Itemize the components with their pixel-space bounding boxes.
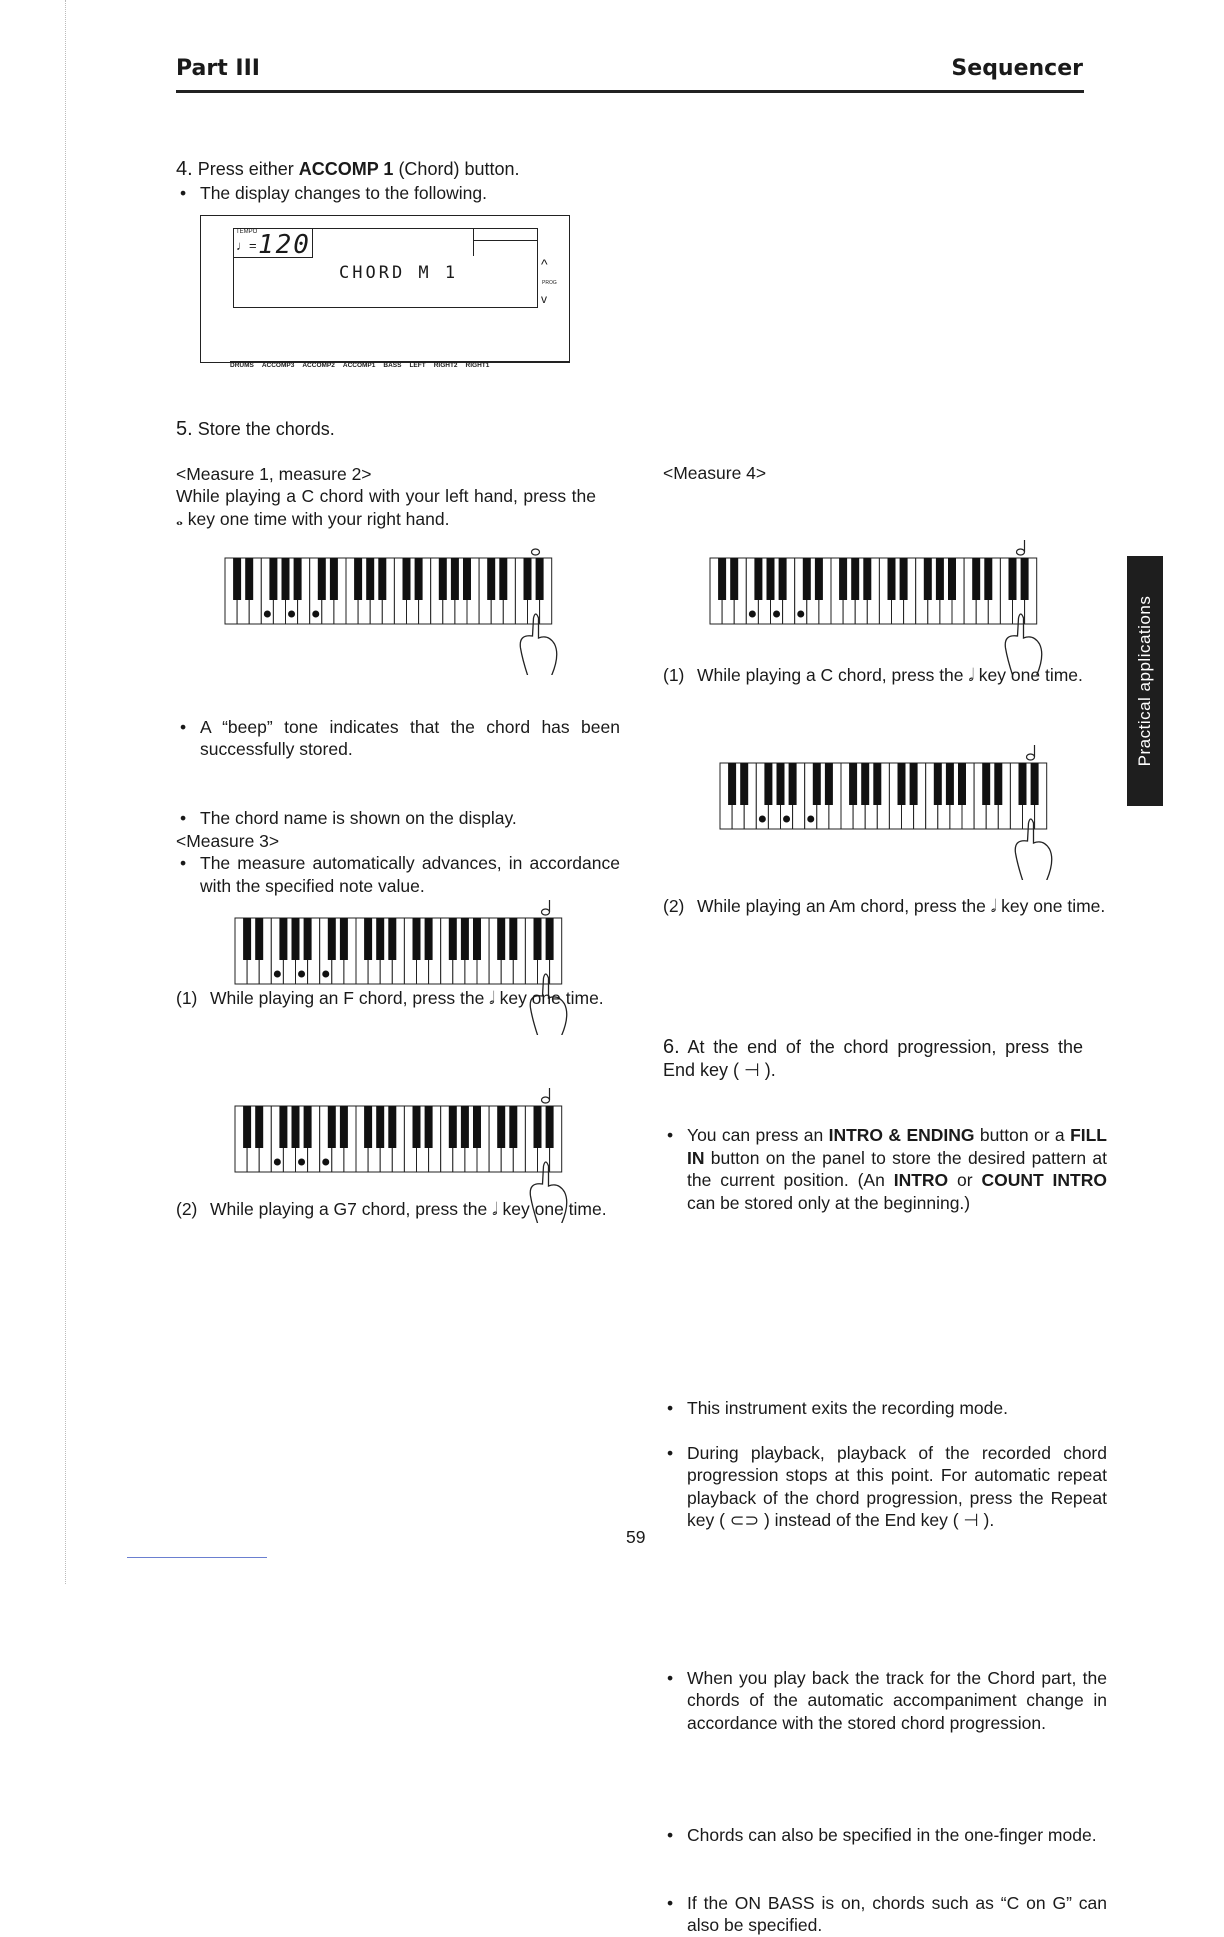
black-key [546,918,554,960]
black-key [413,1106,421,1148]
black-key [900,558,908,600]
black-key [269,558,277,600]
black-key [982,763,990,805]
black-key [777,763,785,805]
track-labels [230,361,570,372]
measure-4-item-2 [663,895,1117,918]
margin-line [65,0,66,1584]
black-key [873,763,881,805]
keyboard-illustration-4a [700,540,1045,675]
chord-dot [749,611,756,618]
chord-dot [783,816,790,823]
step-4 [176,158,596,181]
black-key [497,918,505,960]
measure-4-item-1 [663,664,1117,687]
bullet-dot: • [667,1398,674,1418]
black-key [473,918,481,960]
black-key [328,1106,336,1148]
black-key [294,558,302,600]
black-key [364,1106,372,1148]
item-number: (1) [176,988,198,1008]
track-label: RIGHT2 [433,362,458,369]
chord-dot [274,971,281,978]
bullet-dot: • [180,853,187,873]
step-text: At the end of the chord progression, press the End key ( ⊣ ). [663,1037,1083,1080]
bullet-text: button or a [974,1125,1071,1145]
black-key [934,763,942,805]
black-key [449,918,457,960]
bullet-dot: • [180,183,187,203]
measure-divider [474,240,537,241]
tempo-prefix: ♩= [236,238,257,253]
black-key [813,763,821,805]
tempo-value: 120 [258,230,311,260]
chord-dot [312,611,319,618]
black-key [718,558,726,600]
black-key [972,558,980,600]
black-key [740,763,748,805]
black-key [449,1106,457,1148]
footer-rule [127,1557,267,1558]
note-icon [1017,549,1025,555]
black-key [1021,558,1029,600]
measure-3-heading: <Measure 3> [176,831,280,851]
lcd-line: CHORD M 1 [339,263,459,283]
black-key [378,558,386,600]
bullet-text: The chord name is shown on the display. [200,807,517,828]
track-label: ACCOMP3 [261,362,295,369]
measure-3-item-2 [176,1198,630,1221]
black-key [279,1106,287,1148]
bullet-dot: • [667,1892,674,1913]
chord-dot [298,1159,305,1166]
black-key [364,918,372,960]
accomp1-label: ACCOMP 1 [298,159,394,179]
bullet-dot: • [667,1667,674,1688]
black-key [388,1106,396,1148]
note-item [663,1824,1107,1847]
up-arrow-icon: ^ [541,256,548,272]
note-text: Chords can also be specified in the one-finger mode. [687,1825,1097,1845]
black-key [292,918,300,960]
black-key [243,918,251,960]
chord-dot [797,611,804,618]
black-key [255,1106,263,1148]
black-key [1019,763,1027,805]
black-key [497,1106,505,1148]
bullet-item [663,1442,1107,1532]
bullet-dot: • [667,1825,674,1845]
track-label: BASS [383,362,402,369]
black-key [815,558,823,600]
count-intro-label: COUNT INTRO [981,1170,1107,1190]
black-key [994,763,1002,805]
bullet-item [176,852,620,897]
bullet-text: A “beep” tone indicates that the chord has been successfully stored. [200,716,620,759]
black-key [245,558,253,600]
step-6 [663,1036,1083,1081]
intro-label: INTRO [893,1170,949,1190]
black-key [509,918,517,960]
step-text: Store the chords. [197,419,335,439]
item-text: While playing an Am chord, press the 𝅗𝅥 key one time. [697,895,1106,916]
step-text: (Chord) button. [393,159,520,179]
black-key [984,558,992,600]
black-key [328,918,336,960]
bullet-dot: • [667,1442,674,1463]
black-key [354,558,362,600]
black-key [461,918,469,960]
measure-box [473,228,537,256]
black-key [849,763,857,805]
black-key [898,763,906,805]
track-label: DRUMS [230,362,254,369]
measure-4-heading: <Measure 4> [663,463,767,483]
black-key [415,558,423,600]
chord-dot [298,971,305,978]
black-key [910,763,918,805]
black-key [340,918,348,960]
note-text: If the ON BASS is on, chords such as “C on G” can also be specified. [687,1892,1107,1935]
black-key [861,763,869,805]
bullet-text: button on the panel to store the desired pattern at the current position. (An [687,1147,1107,1190]
item-text: While playing an F chord, press the 𝅗𝅥 key one time. [210,988,604,1008]
section-title: Sequencer [951,56,1083,81]
chord-dot [288,611,295,618]
prog-label: PROG [542,280,557,286]
black-key [754,558,762,600]
track-label: ACCOMP1 [342,362,376,369]
bullet-text: The measure automatically advances, in accordance with the specified note value. [200,853,620,896]
black-key [376,918,384,960]
black-key [825,763,833,805]
chord-dot [322,1159,329,1166]
bullet-text: can be stored only at the beginning.) [687,1192,971,1213]
black-key [499,558,507,600]
black-key [958,763,966,805]
black-key [463,558,471,600]
chord-dot [264,611,271,618]
black-key [366,558,374,600]
note-text: When you play back the track for the Chord part, the chords of the automatic accompaniment change in accordance with the stored chord progression. [687,1667,1107,1733]
black-key [789,763,797,805]
black-key [1009,558,1017,600]
black-key [946,763,954,805]
down-arrow-icon: v [541,292,547,306]
keyboard-illustration-3a [225,900,570,1035]
step-text: Press either [197,159,299,179]
track-label: RIGHT1 [465,362,490,369]
black-key [282,558,290,600]
note-icon [532,549,540,555]
chord-dot [274,1159,281,1166]
chord-dot [759,816,766,823]
black-key [304,1106,312,1148]
bullet-dot: • [667,1125,674,1145]
black-key [851,558,859,600]
black-key [803,558,811,600]
black-key [473,1106,481,1148]
black-key [948,558,956,600]
black-key [767,558,775,600]
note-icon [542,1097,550,1103]
chord-dot [322,971,329,978]
bullet-item [176,807,620,830]
tempo-box [233,228,313,258]
black-key [451,558,459,600]
black-key [536,558,544,600]
keyboard-illustration-4b [710,745,1055,880]
black-key [730,558,738,600]
black-key [764,763,772,805]
black-key [936,558,944,600]
track-label: ACCOMP2 [302,362,335,369]
fill-in-label: FILL IN [687,1125,1107,1168]
step-5 [176,418,596,441]
black-key [924,558,932,600]
black-key [534,1106,542,1148]
black-key [425,1106,433,1148]
black-key [839,558,847,600]
step-number: 6. [663,1036,680,1058]
chord-dot [773,611,780,618]
black-key [376,1106,384,1148]
black-key [863,558,871,600]
black-key [534,918,542,960]
bullet-text: or [948,1170,982,1190]
black-key [292,1106,300,1148]
lcd-display [200,215,570,363]
black-key [461,1106,469,1148]
chord-dot [807,816,814,823]
black-key [403,558,411,600]
black-key [243,1106,251,1148]
black-key [233,558,241,600]
step-number: 4. [176,158,193,180]
measure-3-item-1 [176,987,630,1010]
bullet-text: The display changes to the following. [200,183,487,203]
black-key [439,558,447,600]
bullet-text: This instrument exits the recording mode. [687,1398,1008,1418]
black-key [340,1106,348,1148]
note-item [663,1892,1107,1937]
bullet-text: During playback, playback of the recorded chord progression stops at this point. For automatic repeat playback of the chord progression, press the Repeat key ( ⊂⊃ ) instead of the End key ( ⊣ ). [687,1442,1107,1530]
black-key [1031,763,1039,805]
intro-bullet [663,1124,1107,1214]
bullet-item [176,716,620,761]
black-key [304,918,312,960]
item-number: (1) [663,665,685,685]
note-icon [542,909,550,915]
black-key [546,1106,554,1148]
black-key [888,558,896,600]
black-key [279,918,287,960]
black-key [487,558,495,600]
note-item [663,1667,1107,1735]
measure-12-heading: <Measure 1, measure 2> [176,464,372,484]
black-key [425,918,433,960]
black-key [330,558,338,600]
measure-12-text: While playing a C chord with your left hand, press the 𝅝 key one time with your right hand. [176,486,596,529]
keyboard-illustration-1 [215,540,560,675]
black-key [388,918,396,960]
item-text: While playing a C chord, press the 𝅗𝅥 key one time. [697,665,1083,685]
step-number: 5. [176,418,193,440]
item-text: While playing a G7 chord, press the 𝅗𝅥 key one time. [210,1198,607,1219]
bullet-dot: • [180,807,187,828]
step-4-bullet [176,182,620,205]
bullet-item [663,1397,1107,1420]
header-rule [176,90,1084,93]
side-tab-label: Practical applications [1135,595,1154,767]
side-tab [1127,556,1163,806]
black-key [255,918,263,960]
black-key [524,558,532,600]
black-key [318,558,326,600]
tempo-label: TEMPO [236,229,258,235]
bullet-dot: • [180,716,187,737]
page-number: 59 [626,1527,646,1547]
black-key [728,763,736,805]
part-title: Part III [176,56,260,81]
item-number: (2) [176,1198,198,1219]
black-key [779,558,787,600]
item-number: (2) [663,895,685,916]
note-icon [1027,754,1035,760]
intro-ending-label: INTRO & ENDING [828,1125,975,1145]
black-key [413,918,421,960]
bullet-text: You can press an [687,1125,829,1145]
black-key [509,1106,517,1148]
track-label: LEFT [409,362,426,369]
